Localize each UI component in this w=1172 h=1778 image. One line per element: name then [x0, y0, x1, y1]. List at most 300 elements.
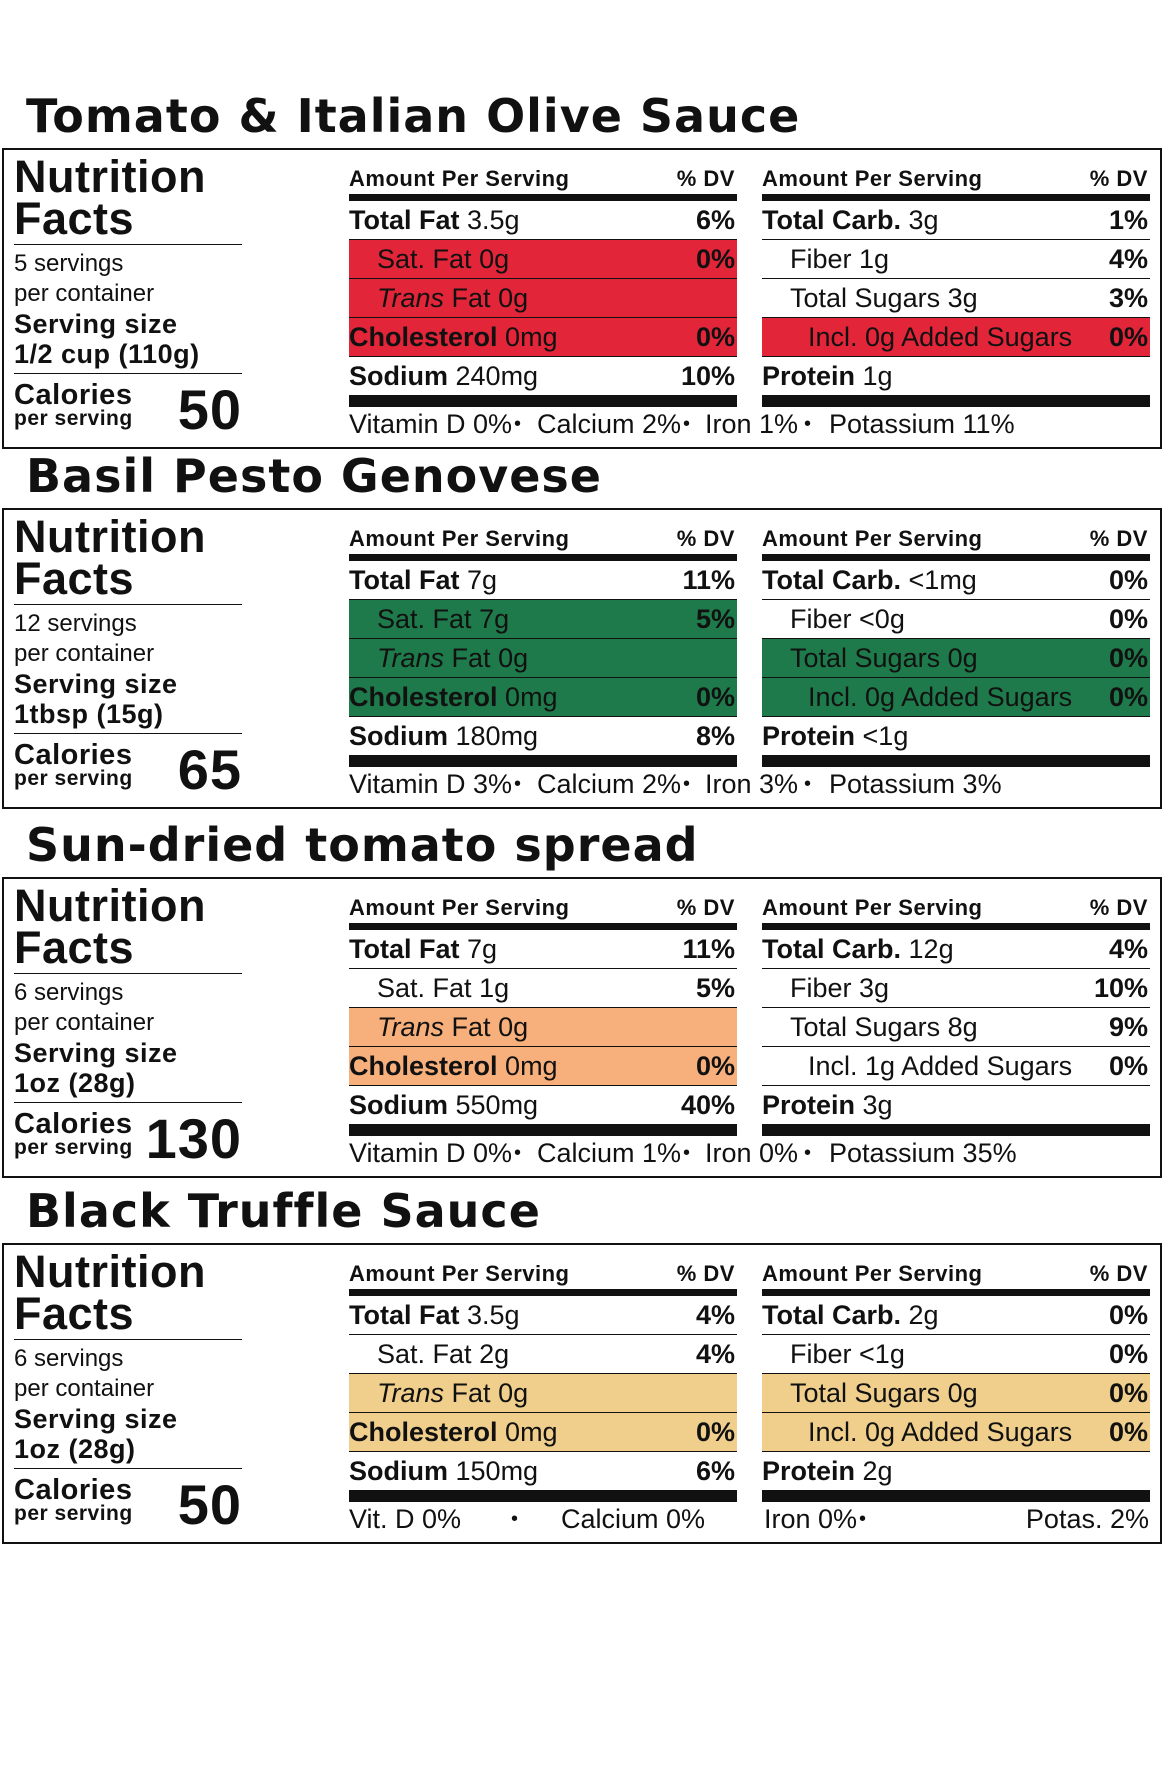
vitamins-minerals-line	[349, 766, 1149, 802]
calories-block	[14, 1469, 242, 1536]
nutrient-amount: 7g	[467, 934, 498, 964]
nutrient-dv: 0%	[1108, 322, 1148, 352]
nutrient-row	[762, 1413, 1150, 1452]
nutrient-name	[349, 1378, 528, 1408]
nutrient-dv: 0%	[695, 244, 735, 274]
nutrient-column-left	[349, 524, 737, 767]
nutrient-name	[762, 934, 954, 964]
nutrient-name	[349, 283, 528, 313]
nutrient-row	[349, 969, 737, 1008]
nutrient-amount: 0g	[498, 283, 529, 313]
bullet-separator: •	[683, 773, 691, 795]
nutrient-name	[762, 1339, 905, 1369]
nutrient-name	[762, 721, 908, 751]
nutrient-row	[349, 1086, 737, 1136]
nutrient-name	[349, 1012, 528, 1042]
nutrient-row	[349, 240, 737, 279]
calories-value: 65	[177, 738, 242, 801]
nutrient-amount: 2g	[479, 1339, 510, 1369]
heading-facts: Facts	[14, 193, 135, 244]
servings-line: 6 servings	[14, 1345, 124, 1372]
nutrient-label: Total Carb.	[762, 1300, 902, 1330]
nutrient-row	[762, 561, 1150, 600]
nutrient-amount: 0g	[498, 1378, 529, 1408]
nutrient-amount: 3g	[862, 1090, 893, 1120]
nutrient-row	[762, 1086, 1150, 1136]
nutrient-label: Sodium	[349, 361, 448, 391]
nutrient-amount: <0g	[859, 604, 905, 634]
heading-nutrition: Nutrition	[14, 511, 206, 562]
servings-line: 5 servings	[14, 250, 124, 277]
nutrient-amount: 150mg	[455, 1456, 539, 1486]
servings-line: per container	[14, 640, 155, 667]
nutrient-dv: 0%	[695, 322, 735, 352]
vitamins-minerals-line	[349, 406, 1149, 442]
nutrient-dv: 10%	[680, 361, 735, 391]
nutrition-label	[2, 877, 1162, 1178]
nutrient-name	[349, 205, 520, 235]
nutrient-amount: 0g	[479, 244, 510, 274]
nutrient-label: Sat. Fat	[377, 604, 472, 634]
nutrient-name	[349, 1090, 538, 1120]
nutrient-amount: 550mg	[455, 1090, 539, 1120]
serving-size-label: Serving size	[14, 1404, 178, 1434]
nutrient-row	[349, 1452, 737, 1502]
calories-value: 50	[177, 1473, 242, 1536]
nutrient-column-left	[349, 893, 737, 1136]
nutrient-name	[762, 973, 889, 1003]
nutrient-row	[349, 717, 737, 767]
nutrient-label: Incl. 0g Added Sugars	[808, 682, 1073, 712]
nutrient-row	[349, 357, 737, 407]
dv-header: % DV	[676, 526, 735, 551]
servings-line: per container	[14, 1009, 155, 1036]
vitamin-item: Calcium 2%	[537, 409, 682, 439]
nutrient-label: Sodium	[349, 721, 448, 751]
column-header	[762, 524, 1150, 561]
nutrient-row	[762, 639, 1150, 678]
nutrient-label: Total Carb.	[762, 934, 902, 964]
servings-line: per container	[14, 280, 155, 307]
nutrient-dv: 4%	[695, 1339, 735, 1369]
nutrient-label: Cholesterol	[349, 1051, 498, 1081]
nutrient-amount: 0g	[498, 643, 529, 673]
nutrient-label: Cholesterol	[349, 1417, 498, 1447]
dv-header: % DV	[1089, 526, 1148, 551]
nutrient-label: Trans	[377, 643, 445, 673]
nutrient-dv: 0%	[1108, 1417, 1148, 1447]
nutrient-amount: 12g	[908, 934, 954, 964]
nutrient-row	[349, 639, 737, 678]
nutrition-label	[2, 1243, 1162, 1544]
nutrient-label: Total Sugars	[790, 1012, 941, 1042]
nutrient-row	[762, 969, 1150, 1008]
nutrient-name	[349, 643, 528, 673]
calories-block	[14, 374, 242, 441]
nutrient-amount: 3g	[947, 283, 978, 313]
nutrition-label	[2, 508, 1162, 809]
nutrient-label: Total Carb.	[762, 565, 902, 595]
vitamin-item: Vit. D 0%	[349, 1504, 462, 1534]
nutrient-dv: 6%	[695, 1456, 735, 1486]
nutrient-name	[762, 1090, 893, 1120]
nutrient-row	[762, 678, 1150, 717]
column-header	[762, 164, 1150, 201]
nutrient-row	[762, 1452, 1150, 1502]
nutrient-label-suffix: Fat	[451, 643, 491, 673]
nutrient-amount: 7g	[479, 604, 510, 634]
vitamin-item: Calcium 1%	[537, 1138, 682, 1168]
nutrient-column-left	[349, 1259, 737, 1502]
amount-per-serving-header: Amount Per Serving	[349, 526, 570, 551]
nutrient-name	[349, 1417, 558, 1447]
nutrient-name	[349, 1300, 520, 1330]
nutrient-dv: 4%	[1108, 244, 1148, 274]
nutrient-row	[762, 930, 1150, 969]
nutrient-dv: 0%	[695, 682, 735, 712]
nutrient-row	[349, 678, 737, 717]
servings-line: 6 servings	[14, 979, 124, 1006]
nutrient-name	[349, 322, 558, 352]
amount-per-serving-header: Amount Per Serving	[762, 1261, 983, 1286]
nutrient-amount: 1g	[862, 361, 893, 391]
nutrient-row	[349, 1008, 737, 1047]
amount-per-serving-header: Amount Per Serving	[762, 526, 983, 551]
nutrient-label-suffix: Fat	[451, 283, 491, 313]
nutrient-dv: 8%	[695, 721, 735, 751]
vitamin-item: Potassium 11%	[829, 409, 1015, 439]
nutrient-name	[762, 244, 889, 274]
dv-header: % DV	[676, 1261, 735, 1286]
nutrient-dv: 4%	[1108, 934, 1148, 964]
nutrient-label: Protein	[762, 1090, 856, 1120]
calories-label: Calories	[14, 379, 133, 411]
dv-header: % DV	[1089, 1261, 1148, 1286]
calories-label: Calories	[14, 1474, 133, 1506]
serving-size-value: 1oz (28g)	[14, 1068, 242, 1103]
calories-value: 50	[177, 378, 242, 441]
nutrient-name	[349, 604, 509, 634]
nutrient-dv: 0%	[695, 1417, 735, 1447]
vitamin-item: Vitamin D 0%	[349, 1138, 513, 1168]
nutrient-label: Fiber	[790, 604, 852, 634]
servings-per-container	[14, 1344, 242, 1404]
nutrient-dv: 5%	[695, 973, 735, 1003]
nutrient-dv: 0%	[1108, 1300, 1148, 1330]
nutrient-name	[349, 1051, 558, 1081]
nutrient-name	[349, 565, 497, 595]
nutrient-row	[349, 930, 737, 969]
nutrient-amount: 3.5g	[467, 205, 520, 235]
nutrient-label: Trans	[377, 283, 445, 313]
serving-size-value: 1oz (28g)	[14, 1434, 242, 1469]
nutrient-label-suffix: Fat	[451, 1012, 491, 1042]
product-title: Tomato & Italian Olive Sauce	[26, 89, 801, 143]
vitamin-item: Potas. 2%	[1025, 1504, 1149, 1534]
amount-per-serving-header: Amount Per Serving	[762, 895, 983, 920]
label-summary	[14, 511, 242, 801]
nutrient-amount: 180mg	[455, 721, 539, 751]
nutrient-label: Sat. Fat	[377, 1339, 472, 1369]
nutrient-name	[349, 721, 538, 751]
nutrition-facts-heading	[14, 880, 242, 974]
nutrient-name	[762, 565, 977, 595]
nutrient-row	[349, 561, 737, 600]
nutrient-name	[349, 361, 538, 391]
nutrient-label: Protein	[762, 361, 856, 391]
nutrient-name	[349, 1456, 538, 1486]
nutrient-dv: 0%	[1108, 604, 1148, 634]
nutrient-name	[349, 682, 558, 712]
nutrient-column-right	[762, 893, 1150, 1136]
column-header	[762, 1259, 1150, 1296]
nutrient-name	[762, 361, 893, 391]
servings-per-container	[14, 978, 242, 1038]
amount-per-serving-header: Amount Per Serving	[762, 166, 983, 191]
nutrient-amount: 2g	[862, 1456, 893, 1486]
serving-size-label: Serving size	[14, 1038, 178, 1068]
product-title: Sun-dried tomato spread	[26, 818, 699, 872]
nutrient-amount: 0mg	[505, 682, 558, 712]
label-summary	[14, 1246, 242, 1536]
nutrient-name	[762, 1456, 893, 1486]
nutrient-row	[762, 600, 1150, 639]
label-summary	[14, 880, 242, 1170]
nutrient-amount: 0g	[947, 643, 978, 673]
nutrient-amount: 0mg	[505, 322, 558, 352]
nutrient-amount: 7g	[467, 565, 498, 595]
nutrient-row	[349, 318, 737, 357]
dv-header: % DV	[1089, 166, 1148, 191]
nutrient-label: Incl. 0g Added Sugars	[808, 322, 1073, 352]
nutrient-dv: 9%	[1108, 1012, 1148, 1042]
nutrient-dv: 10%	[1093, 973, 1148, 1003]
nutrient-amount: 2g	[908, 1300, 939, 1330]
nutrition-facts-heading	[14, 511, 242, 605]
bullet-separator: •	[514, 773, 522, 795]
per-serving-label: per serving	[14, 767, 133, 790]
nutrient-label: Fiber	[790, 973, 852, 1003]
nutrient-dv: 11%	[682, 565, 735, 595]
nutrient-name	[349, 244, 509, 274]
nutrient-row	[762, 318, 1150, 357]
bullet-separator: •	[859, 1508, 867, 1530]
servings-line: per container	[14, 1375, 155, 1402]
nutrient-row	[349, 1413, 737, 1452]
nutrient-label-suffix: Fat	[451, 1378, 491, 1408]
nutrient-dv: 0%	[1108, 1339, 1148, 1369]
vitamin-item: Potassium 3%	[829, 769, 1002, 799]
nutrient-name	[349, 1339, 509, 1369]
nutrient-amount: 1g	[859, 244, 890, 274]
nutrient-row	[349, 1296, 737, 1335]
heading-nutrition: Nutrition	[14, 880, 206, 931]
heading-facts: Facts	[14, 553, 135, 604]
bullet-separator: •	[511, 1508, 519, 1530]
dv-header: % DV	[1089, 895, 1148, 920]
nutrient-amount: 0mg	[505, 1417, 558, 1447]
product-title: Black Truffle Sauce	[26, 1184, 541, 1238]
nutrient-dv: 0%	[1108, 682, 1148, 712]
vitamin-item: Iron 0%	[705, 1138, 799, 1168]
nutrient-dv: 1%	[1108, 205, 1148, 235]
vitamin-item: Iron 3%	[705, 769, 799, 799]
nutrient-dv: 3%	[1108, 283, 1148, 313]
amount-per-serving-header: Amount Per Serving	[349, 1261, 570, 1286]
amount-per-serving-header: Amount Per Serving	[349, 895, 570, 920]
nutrient-dv: 0%	[695, 1051, 735, 1081]
nutrient-name	[762, 1300, 939, 1330]
column-header	[349, 524, 737, 561]
nutrient-row	[762, 1374, 1150, 1413]
vitamin-item: Potassium 35%	[829, 1138, 1017, 1168]
nutrient-label: Total Fat	[349, 1300, 460, 1330]
nutrient-row	[349, 1335, 737, 1374]
nutrient-label: Protein	[762, 721, 856, 751]
nutrient-amount: 1g	[479, 973, 510, 1003]
nutrient-label: Total Fat	[349, 205, 460, 235]
nutrition-facts-heading	[14, 151, 242, 245]
nutrient-column-right	[762, 1259, 1150, 1502]
nutrient-label: Total Fat	[349, 565, 460, 595]
nutrient-amount: 0mg	[505, 1051, 558, 1081]
nutrient-label: Total Fat	[349, 934, 460, 964]
bullet-separator: •	[804, 773, 812, 795]
heading-facts: Facts	[14, 922, 135, 973]
nutrient-dv: 0%	[1108, 565, 1148, 595]
nutrition-label	[2, 148, 1162, 449]
nutrient-amount: 240mg	[455, 361, 539, 391]
nutrient-label: Sat. Fat	[377, 973, 472, 1003]
nutrient-row	[762, 279, 1150, 318]
nutrient-dv: 0%	[1108, 1378, 1148, 1408]
vitamin-item: Vitamin D 0%	[349, 409, 513, 439]
nutrient-dv: 40%	[680, 1090, 735, 1120]
per-serving-label: per serving	[14, 1502, 133, 1525]
bullet-separator: •	[804, 413, 812, 435]
bullet-separator: •	[514, 1142, 522, 1164]
nutrient-name	[349, 934, 497, 964]
nutrient-label: Trans	[377, 1378, 445, 1408]
servings-per-container	[14, 249, 242, 309]
nutrient-name	[762, 1012, 978, 1042]
nutrient-column-right	[762, 164, 1150, 407]
nutrient-amount: 3.5g	[467, 1300, 520, 1330]
nutrient-label: Cholesterol	[349, 322, 498, 352]
nutrient-amount: <1g	[859, 1339, 905, 1369]
nutrition-facts-heading	[14, 1246, 242, 1340]
nutrient-row	[762, 357, 1150, 407]
nutrient-label: Total Sugars	[790, 643, 941, 673]
nutrient-row	[349, 1047, 737, 1086]
vitamins-minerals-line	[349, 1501, 1149, 1537]
nutrient-label: Total Carb.	[762, 205, 902, 235]
vitamin-item: Iron 0%	[764, 1504, 858, 1534]
nutrient-row	[349, 1374, 737, 1413]
nutrient-label: Sodium	[349, 1456, 448, 1486]
calories-label: Calories	[14, 1108, 133, 1140]
nutrient-name	[349, 973, 509, 1003]
nutrient-row	[762, 1047, 1150, 1086]
heading-facts: Facts	[14, 1288, 135, 1339]
vitamin-item: Calcium 2%	[537, 769, 682, 799]
heading-nutrition: Nutrition	[14, 151, 206, 202]
amount-per-serving-header: Amount Per Serving	[349, 166, 570, 191]
column-header	[349, 164, 737, 201]
nutrient-label: Fiber	[790, 244, 852, 274]
column-header	[349, 1259, 737, 1296]
servings-per-container	[14, 609, 242, 669]
nutrient-row	[349, 600, 737, 639]
nutrient-label: Sat. Fat	[377, 244, 472, 274]
nutrient-amount: 3g	[859, 973, 890, 1003]
nutrient-row	[762, 201, 1150, 240]
servings-line: 12 servings	[14, 610, 137, 637]
nutrient-amount: 3g	[908, 205, 939, 235]
bullet-separator: •	[683, 1142, 691, 1164]
nutrient-label: Total Sugars	[790, 283, 941, 313]
column-header	[762, 893, 1150, 930]
vitamin-item: Calcium 0%	[561, 1504, 706, 1534]
per-serving-label: per serving	[14, 1136, 133, 1159]
nutrient-column-right	[762, 524, 1150, 767]
nutrient-label: Trans	[377, 1012, 445, 1042]
serving-size-label: Serving size	[14, 669, 178, 699]
nutrient-row	[762, 1008, 1150, 1047]
nutrient-label: Total Sugars	[790, 1378, 941, 1408]
nutrient-amount: <1g	[862, 721, 909, 751]
serving-size-value: 1/2 cup (110g)	[14, 339, 242, 374]
nutrient-row	[762, 1335, 1150, 1374]
nutrient-dv: 5%	[695, 604, 735, 634]
nutrient-row	[349, 279, 737, 318]
calories-block	[14, 1103, 242, 1170]
nutrient-name	[762, 643, 978, 673]
vitamin-item: Vitamin D 3%	[349, 769, 513, 799]
bullet-separator: •	[804, 1142, 812, 1164]
calories-label: Calories	[14, 739, 133, 771]
nutrient-amount: 0g	[498, 1012, 529, 1042]
label-summary	[14, 151, 242, 441]
nutrient-column-left	[349, 164, 737, 407]
nutrient-amount: 0g	[947, 1378, 978, 1408]
nutrient-dv: 4%	[695, 1300, 735, 1330]
nutrient-label: Sodium	[349, 1090, 448, 1120]
calories-block	[14, 734, 242, 801]
product-title: Basil Pesto Genovese	[26, 449, 602, 503]
nutrient-dv: 6%	[695, 205, 735, 235]
nutrient-name	[762, 604, 905, 634]
nutrient-amount: <1mg	[908, 565, 977, 595]
nutrient-row	[762, 240, 1150, 279]
nutrient-dv: 11%	[682, 934, 735, 964]
serving-size-value: 1tbsp (15g)	[14, 699, 242, 734]
dv-header: % DV	[676, 895, 735, 920]
nutrient-amount: 8g	[947, 1012, 978, 1042]
nutrient-name	[762, 205, 939, 235]
nutrient-label: Protein	[762, 1456, 856, 1486]
nutrient-label: Incl. 1g Added Sugars	[808, 1051, 1073, 1081]
nutrient-name	[762, 283, 978, 313]
per-serving-label: per serving	[14, 407, 133, 430]
vitamins-minerals-line	[349, 1135, 1149, 1171]
nutrient-dv: 0%	[1108, 1051, 1148, 1081]
nutrient-label: Cholesterol	[349, 682, 498, 712]
nutrient-row	[762, 717, 1150, 767]
nutrient-name	[762, 322, 1072, 352]
calories-value: 130	[145, 1107, 242, 1170]
nutrient-dv: 0%	[1108, 643, 1148, 673]
